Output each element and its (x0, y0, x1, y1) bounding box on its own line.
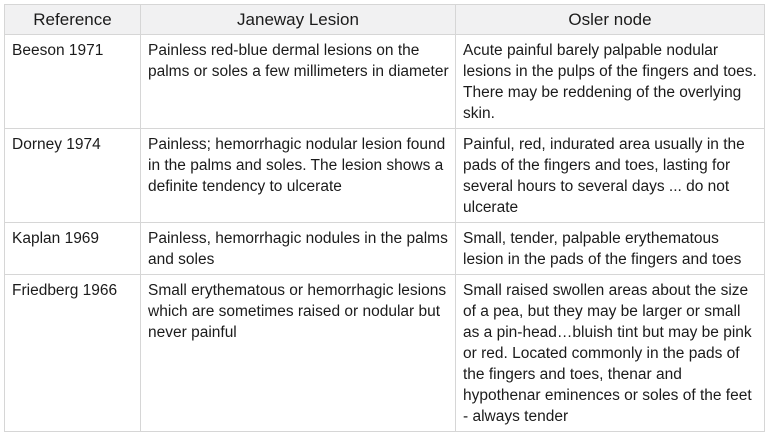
header-row (5, 5, 765, 35)
reference-cell: Beeson 1971 (5, 35, 141, 129)
column-header-janeway-lesion: Janeway Lesion (141, 5, 456, 35)
janeway-description-cell: Painless; hemorrhagic nodular lesion found in the palms and soles. The lesion shows a definite tendency to ulcerate (141, 129, 456, 223)
osler-description-cell: Small raised swollen areas about the size of a pea, but they may be larger or small as a pin-head…bluish tint but may be pink or red. Located commonly in the pads of the fingers and toes, thenar and hypothenar eminences or soles of the feet - always tender (456, 275, 765, 432)
reference-cell: Kaplan 1969 (5, 223, 141, 275)
reference-cell: Friedberg 1966 (5, 275, 141, 432)
table-row-beeson-1971 (5, 35, 765, 129)
table-row-friedberg-1966 (5, 275, 765, 432)
janeway-description-cell: Small erythematous or hemorrhagic lesions which are sometimes raised or nodular but never painful (141, 275, 456, 432)
reference-cell: Dorney 1974 (5, 129, 141, 223)
janeway-description-cell: Painless, hemorrhagic nodules in the palms and soles (141, 223, 456, 275)
janeway-description-cell: Painless red-blue dermal lesions on the palms or soles a few millimeters in diameter (141, 35, 456, 129)
osler-description-cell: Small, tender, palpable erythematous lesion in the pads of the fingers and toes (456, 223, 765, 275)
table-row-dorney-1974 (5, 129, 765, 223)
column-header-reference: Reference (5, 5, 141, 35)
lesion-comparison-table (4, 4, 765, 432)
table-row-kaplan-1969 (5, 223, 765, 275)
osler-description-cell: Acute painful barely palpable nodular lesions in the pulps of the fingers and toes. There may be reddening of the overlying skin. (456, 35, 765, 129)
osler-description-cell: Painful, red, indurated area usually in the pads of the fingers and toes, lasting for several hours to several days ... do not ulcerate (456, 129, 765, 223)
column-header-osler-node: Osler node (456, 5, 765, 35)
